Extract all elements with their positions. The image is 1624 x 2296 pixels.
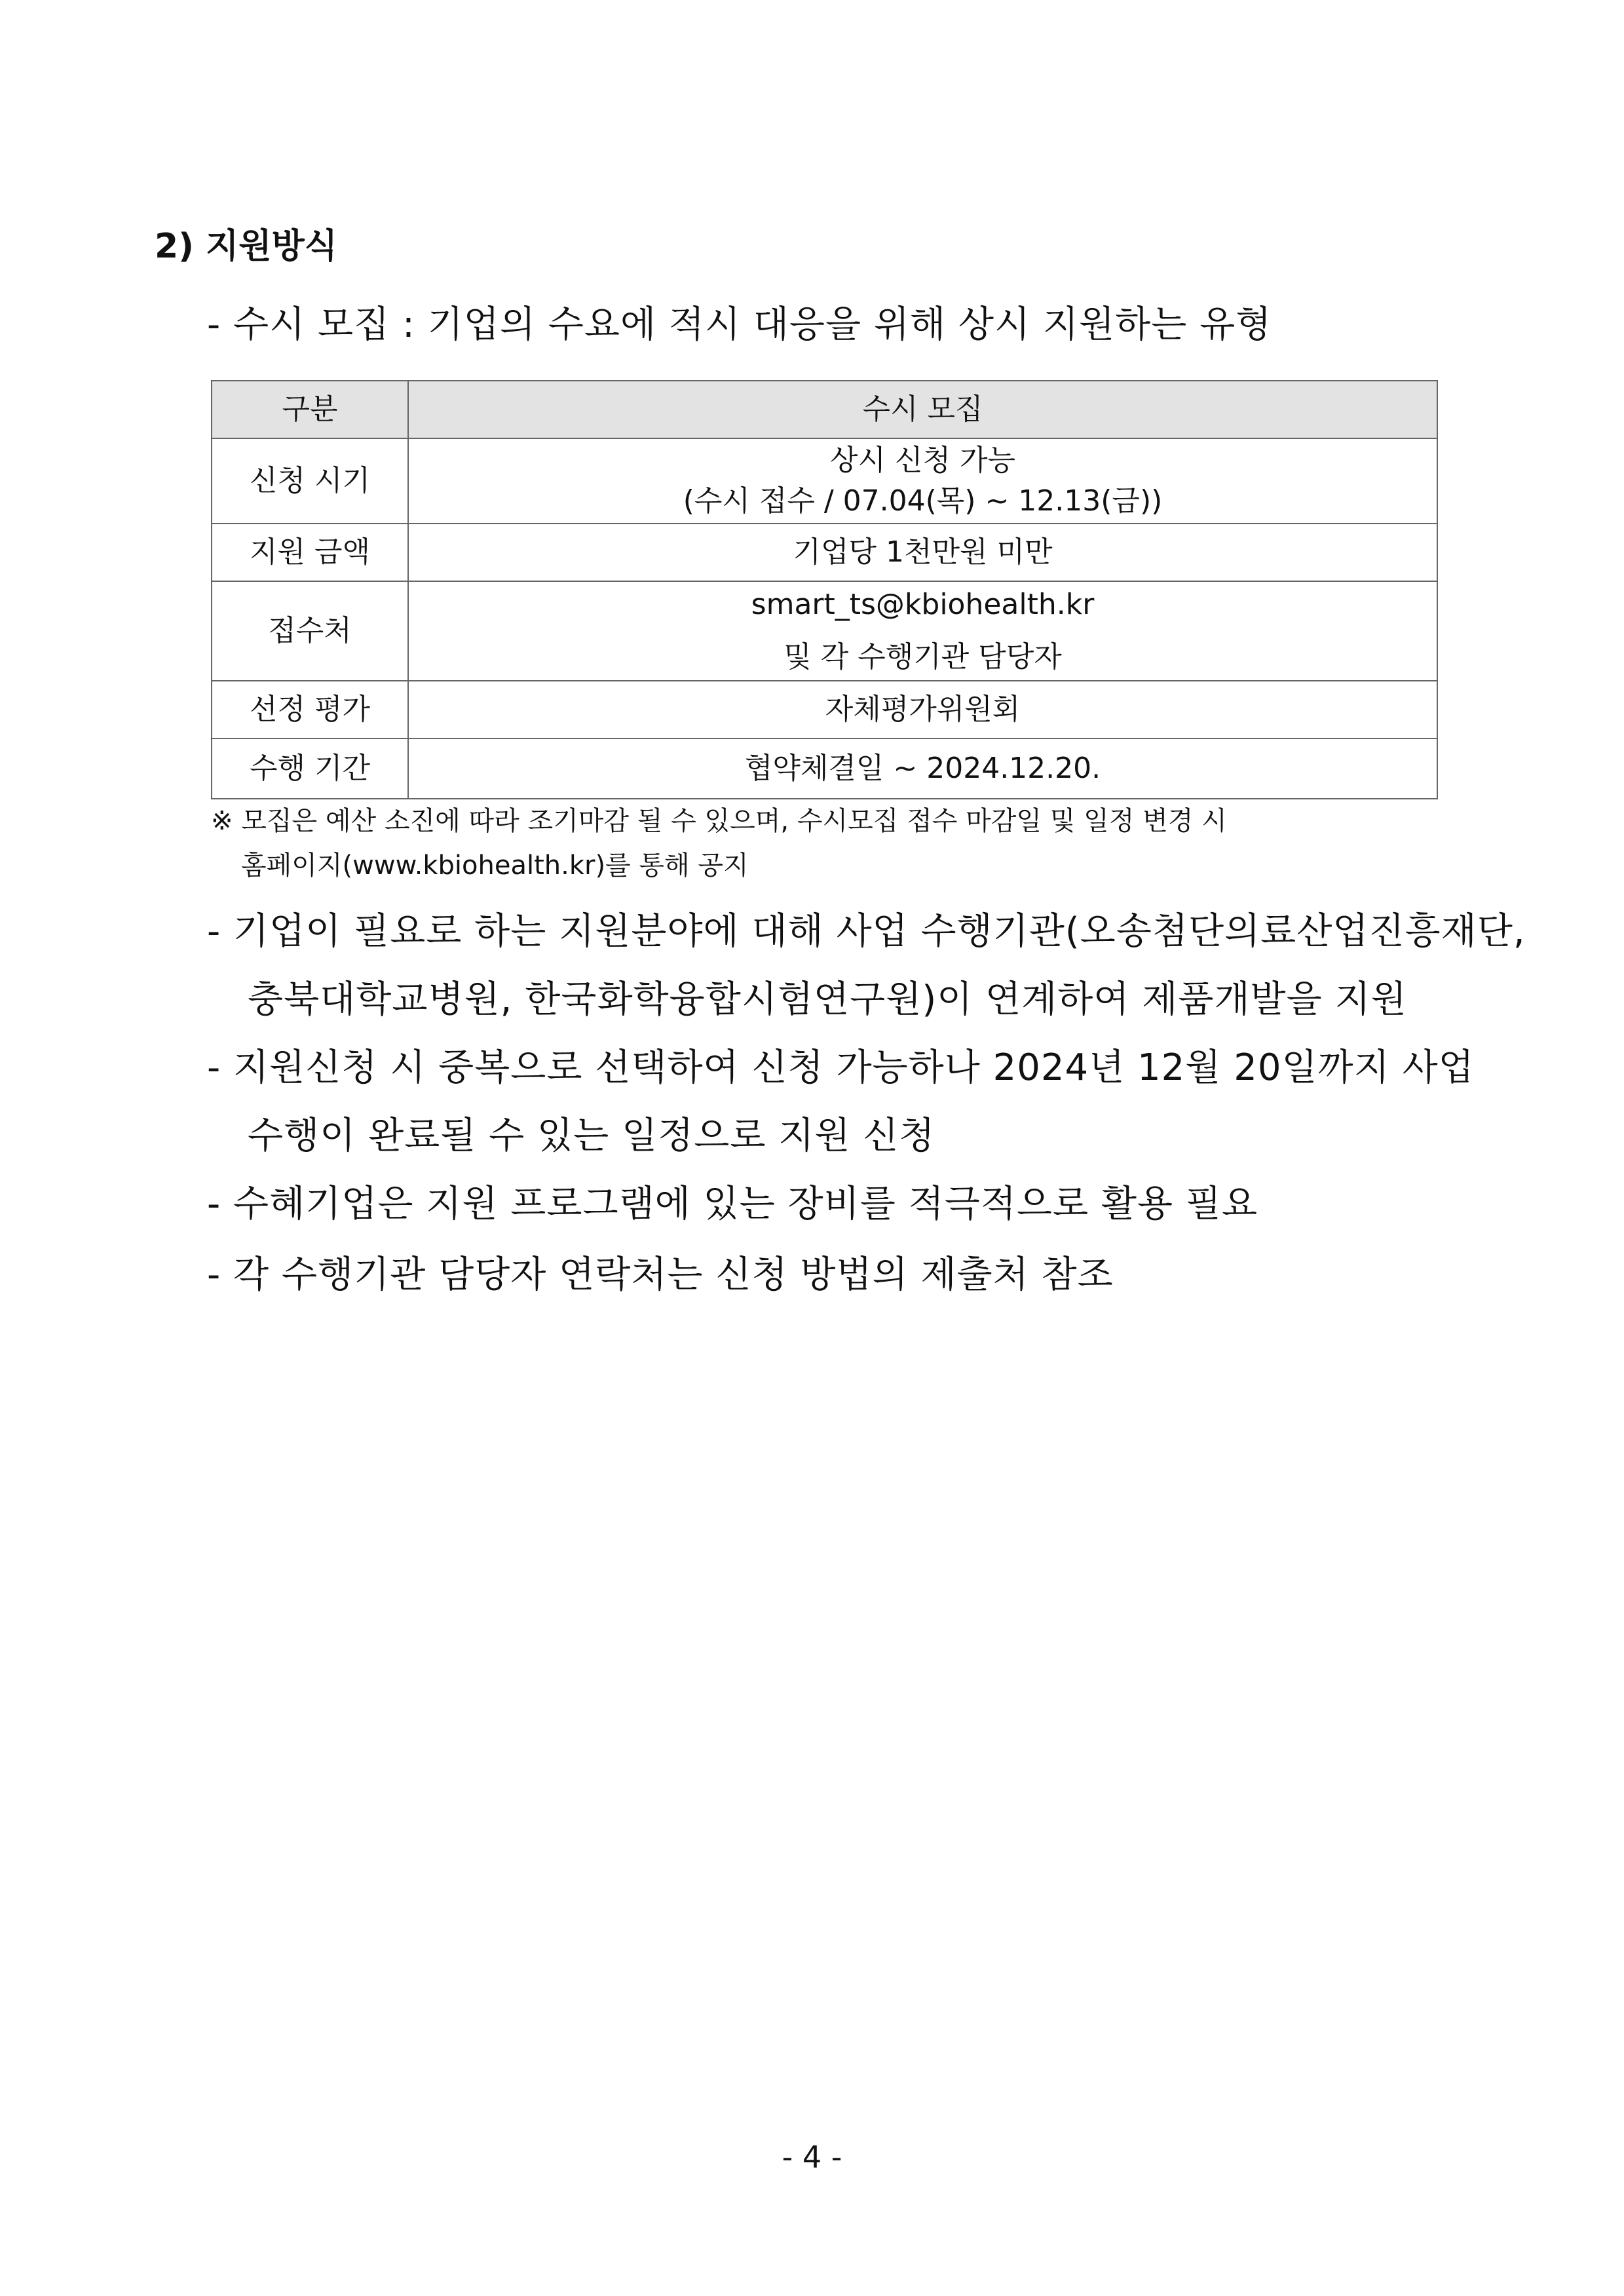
bullet-item: - 지원신청 시 중복으로 선택하여 신청 가능하나 2024년 12월 20일까지 사업 (207, 1046, 1475, 1089)
row-value-line: 기업당 1천만원 미만 (793, 535, 1053, 569)
row-value-line: 자체평가위원회 (825, 693, 1021, 726)
table-header-rolling-recruitment: 수시 모집 (408, 381, 1437, 438)
table-header-row (212, 381, 1437, 438)
bullet-item: - 각 수행기관 담당자 연락처는 신청 방법의 제출처 참조 (207, 1253, 1114, 1296)
table-header-category: 구분 (212, 381, 408, 438)
row-value-line: (수시 접수 / 07.04(목) ~ 12.13(금)) (683, 484, 1163, 518)
bullet-item-continuation: 수행이 완료될 수 있는 일정으로 지원 신청 (248, 1115, 935, 1157)
bullet-item-continuation: 충북대학교병원, 한국화학융합시험연구원)이 연계하여 제품개발을 지원 (248, 978, 1407, 1021)
bullet-item: - 기업이 필요로 하는 지원분야에 대해 사업 수행기관(오송첨단의료산업진흥재단, (207, 910, 1526, 953)
row-label: 접수처 (212, 581, 408, 681)
row-value-line: 상시 신청 가능 (830, 444, 1015, 477)
row-value (408, 681, 1437, 738)
row-value (408, 581, 1437, 681)
row-label: 선정 평가 (212, 681, 408, 738)
page-number: - 4 - (782, 2139, 842, 2175)
row-value-line: 및 각 수행기관 담당자 (784, 640, 1062, 674)
row-value (408, 738, 1437, 799)
section-heading: 2) 지원방식 (155, 227, 337, 266)
table-row (212, 438, 1437, 524)
row-value-line: 협약체결일 ~ 2024.12.20. (744, 752, 1101, 785)
bullet-item: - 수혜기업은 지원 프로그램에 있는 장비를 적극적으로 활용 필요 (207, 1183, 1258, 1225)
intro-bullet: - 수시 모집 : 기업의 수요에 적시 대응을 위해 상시 지원하는 유형 (207, 303, 1272, 346)
table-row (212, 581, 1437, 681)
table-row (212, 738, 1437, 799)
row-value (408, 438, 1437, 524)
support-method-table (211, 380, 1438, 799)
row-value (408, 524, 1437, 581)
row-label: 지원 금액 (212, 524, 408, 581)
row-label: 수행 기간 (212, 738, 408, 799)
table-row (212, 524, 1437, 581)
table-note-line-1: ※ 모집은 예산 소진에 따라 조기마감 될 수 있으며, 수시모집 접수 마감일 및 일정 변경 시 (211, 806, 1227, 836)
table-row (212, 681, 1437, 738)
row-label: 신청 시기 (212, 438, 408, 524)
table-note-line-2: 홈페이지(www.kbiohealth.kr)를 통해 공지 (241, 851, 749, 881)
row-value-email: smart_ts@kbiohealth.kr (751, 588, 1095, 621)
cell-spacer (415, 625, 1430, 637)
